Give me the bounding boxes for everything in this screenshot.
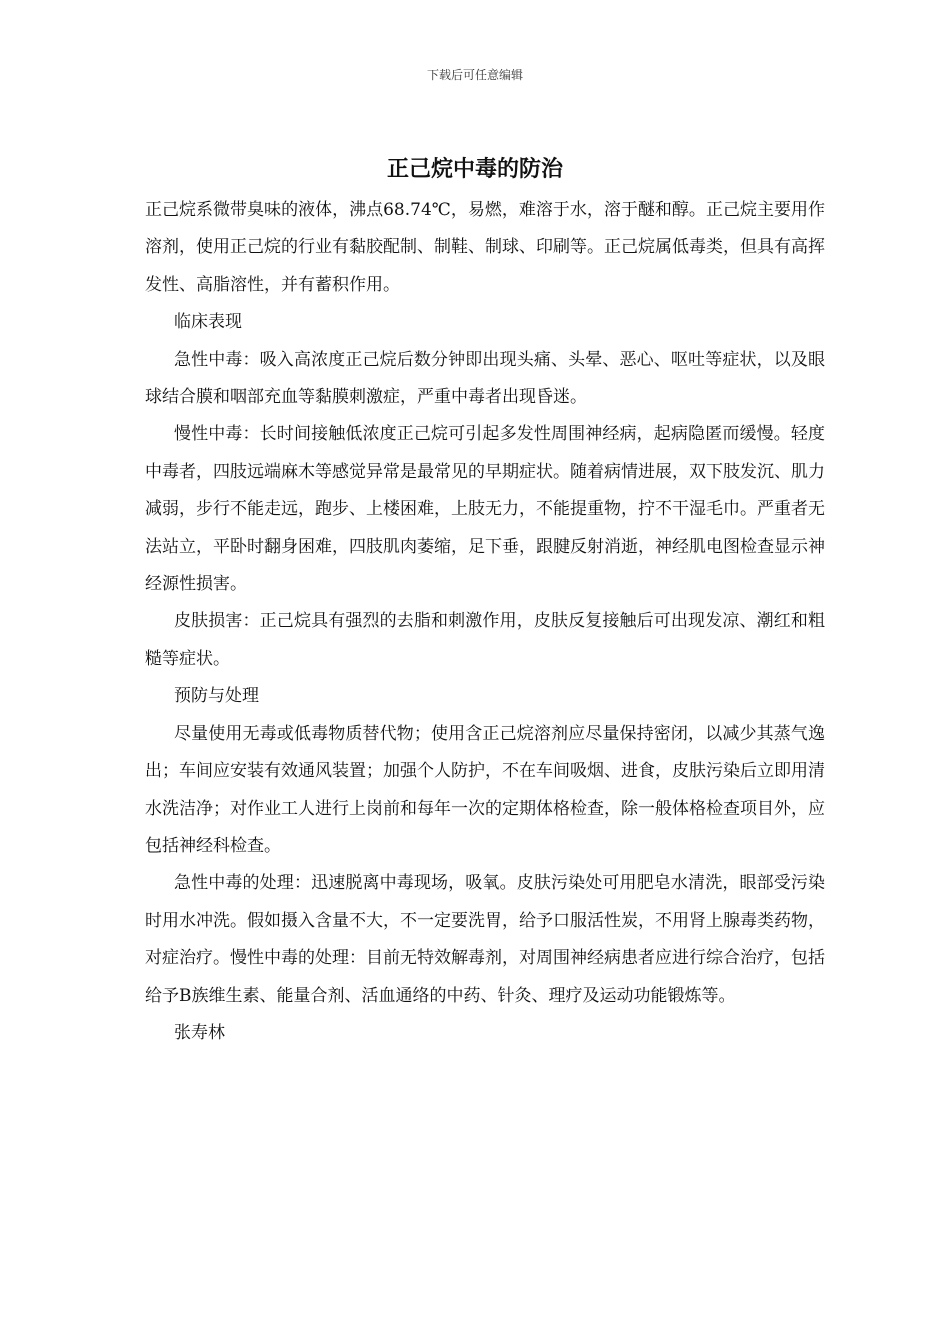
chronic-poisoning-paragraph: 慢性中毒：长时间接触低浓度正己烷可引起多发性周围神经病，起病隐匿而缓慢。轻度中毒者，四肢远端麻木等感觉异常是最常见的早期症状。随着病情进展，双下肢发沉、肌力减弱，步行不能走远，跑步、上楼困难，上肢无力，不能提重物，拧不干湿毛巾。严重者无法站立，平卧时翻身困难，四肢肌肉萎缩，足下垂，跟腱反射消逝，神经肌电图检查显示神经源性损害。 xyxy=(145,424,825,595)
intro-paragraph: 正己烷系微带臭味的液体，沸点68.74℃，易燃，难溶于水，溶于醚和醇。正己烷主要用作溶剂，使用正己烷的行业有黏胶配制、制鞋、制球、印刷等。正己烷属低毒类，但具有高挥发性、高脂溶性，并有蓄积作用。 xyxy=(145,200,825,295)
prevention-paragraph: 尽量使用无毒或低毒物质替代物；使用含正己烷溶剂应尽量保持密闭，以减少其蒸气逸出；车间应安装有效通风装置；加强个人防护，不在车间吸烟、进食，皮肤污染后立即用清水洗洁净；对作业工人进行上岗前和每年一次的定期体格检查，除一般体格检查项目外，应包括神经科检查。 xyxy=(145,723,825,856)
skin-damage-paragraph: 皮肤损害：正己烷具有强烈的去脂和刺激作用，皮肤反复接触后可出现发凉、潮红和粗糙等症状。 xyxy=(145,611,825,669)
document-title: 正己烷中毒的防治 xyxy=(386,157,563,182)
document-body xyxy=(145,192,825,1052)
prevention-section-heading: 预防与处理 xyxy=(174,686,259,707)
acute-poisoning-paragraph: 急性中毒：吸入高浓度正己烷后数分钟即出现头痛、头晕、恶心、呕吐等症状，以及眼球结合膜和咽部充血等黏膜刺激症，严重中毒者出现昏迷。 xyxy=(145,349,825,408)
author-name: 张寿林 xyxy=(174,1022,225,1043)
treatment-paragraph: 急性中毒的处理：迅速脱离中毒现场，吸氧。皮肤污染处可用肥皂水清洗，眼部受污染时用水冲洗。假如摄入含量不大，不一定要洗胃，给予口服活性炭，不用肾上腺毒类药物，对症治疗。慢性中毒的处理：目前无特效解毒剂，对周围神经病患者应进行综合治疗，包括给予B族维生素、能量合剂、活血通络的中药、针灸、理疗及运动功能锻炼等。 xyxy=(145,873,825,1006)
page-header-note: 下载后可任意编辑 xyxy=(426,68,523,82)
clinical-section-heading: 临床表现 xyxy=(174,312,242,333)
